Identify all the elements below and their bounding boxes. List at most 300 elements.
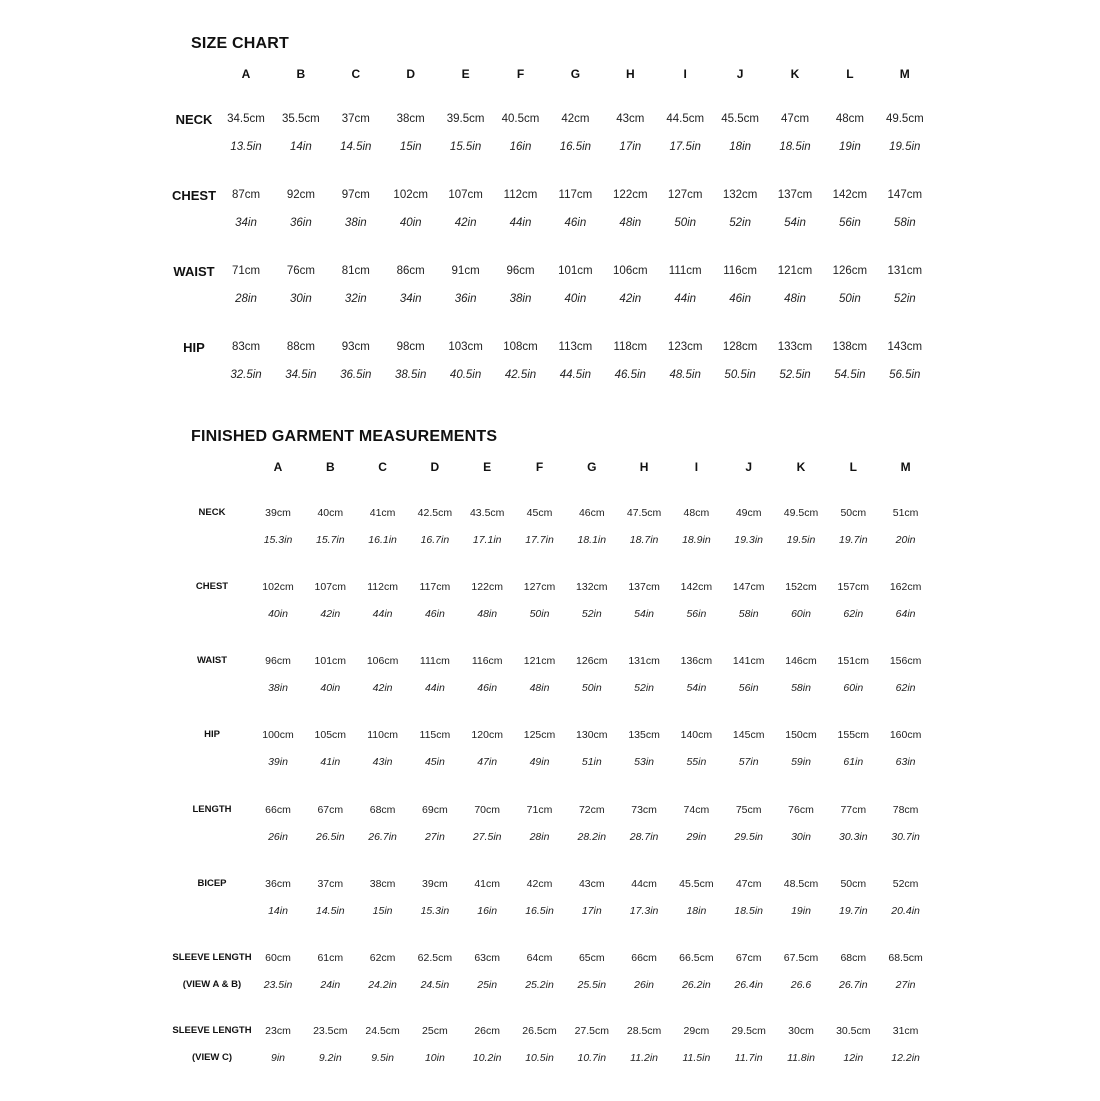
in-value: 54in — [634, 608, 655, 620]
in-value: 30in — [290, 293, 312, 305]
row-label: SLEEVE LENGTH — [172, 1025, 252, 1036]
cm-value: 39.5cm — [446, 113, 485, 125]
in-value: 15.3in — [263, 534, 293, 546]
cm-value: 105cm — [314, 729, 347, 741]
cm-value: 75cm — [735, 804, 762, 816]
cm-value: 111cm — [419, 655, 450, 667]
cm-value: 151cm — [837, 655, 870, 667]
cm-value: 44cm — [631, 878, 657, 890]
cm-value: 122cm — [613, 189, 648, 201]
cm-value: 127cm — [667, 189, 703, 201]
cm-value: 101cm — [558, 265, 593, 277]
cm-value: 123cm — [667, 341, 703, 353]
cm-value: 67cm — [317, 804, 344, 816]
in-value: 11.8in — [787, 1052, 815, 1064]
in-value: 54in — [686, 682, 707, 694]
cm-value: 117cm — [419, 581, 451, 593]
cm-value: 111cm — [668, 265, 702, 277]
in-value: 24.5in — [420, 979, 450, 991]
cm-value: 136cm — [680, 655, 713, 667]
in-value: 52in — [893, 293, 916, 305]
cm-value: 50cm — [840, 507, 867, 519]
in-value: 40in — [320, 682, 341, 694]
in-value: 55in — [686, 756, 707, 768]
in-value: 52in — [634, 682, 655, 694]
size-header: A — [273, 460, 283, 474]
in-value: 16in — [477, 905, 498, 917]
cm-value: 26.5cm — [522, 1025, 557, 1037]
in-value: 48in — [529, 682, 550, 694]
cm-value: 39cm — [422, 878, 448, 890]
size-header: B — [296, 67, 306, 81]
in-value: 11.7in — [734, 1052, 763, 1064]
cm-value: 39cm — [265, 507, 291, 519]
size-header: F — [516, 67, 525, 81]
cm-value: 162cm — [889, 581, 922, 593]
cm-value: 36cm — [265, 878, 291, 890]
cm-value: 143cm — [887, 341, 923, 353]
in-value: 16.1in — [368, 534, 397, 546]
cm-value: 98cm — [396, 341, 425, 353]
in-value: 29in — [686, 831, 707, 843]
in-value: 32.5in — [230, 369, 262, 381]
row-label: NECK — [175, 112, 213, 127]
cm-value: 64cm — [526, 952, 553, 964]
cm-value: 116cm — [471, 655, 503, 667]
size-header: M — [900, 460, 911, 474]
cm-value: 72cm — [578, 804, 605, 816]
cm-value: 49.5cm — [885, 113, 924, 125]
cm-value: 152cm — [785, 581, 817, 593]
cm-value: 47cm — [735, 878, 762, 890]
cm-value: 30.5cm — [836, 1025, 871, 1037]
in-value: 44in — [509, 217, 532, 229]
row-label: CHEST — [195, 581, 229, 592]
size-header: K — [790, 67, 800, 81]
cm-value: 122cm — [471, 581, 503, 593]
in-value: 58in — [738, 608, 759, 620]
in-value: 24.2in — [368, 979, 397, 991]
in-value: 10in — [424, 1052, 445, 1064]
cm-value: 96cm — [506, 265, 535, 277]
in-value: 17in — [619, 141, 642, 153]
in-value: 17.3in — [629, 905, 659, 917]
in-value: 44.5in — [559, 369, 592, 381]
cm-value: 146cm — [785, 655, 817, 667]
in-value: 57in — [738, 756, 759, 768]
in-value: 43in — [372, 756, 393, 768]
size-header: B — [325, 460, 335, 474]
in-value: 26.4in — [734, 979, 763, 991]
cm-value: 47cm — [780, 113, 810, 125]
in-value: 14in — [268, 905, 288, 917]
in-value: 58in — [893, 217, 916, 229]
cm-value: 133cm — [777, 341, 813, 353]
size-header: L — [849, 460, 857, 474]
size-header: J — [736, 67, 744, 81]
in-value: 62in — [895, 682, 916, 694]
in-value: 19.3in — [734, 534, 763, 546]
cm-value: 41cm — [369, 507, 396, 519]
cm-value: 132cm — [576, 581, 608, 593]
in-value: 18.9in — [682, 534, 711, 546]
row-label: HIP — [204, 729, 220, 740]
row-label: HIP — [183, 340, 205, 355]
in-value: 11.2in — [630, 1052, 659, 1064]
in-value: 46in — [424, 608, 445, 620]
in-value: 20in — [895, 534, 916, 546]
in-value: 39in — [268, 756, 288, 768]
cm-value: 106cm — [613, 265, 648, 277]
in-value: 56.5in — [889, 369, 921, 381]
row-sublabel: (VIEW A & B) — [182, 979, 242, 990]
in-value: 15in — [399, 141, 422, 153]
in-value: 17.5in — [669, 141, 701, 153]
cm-value: 65cm — [578, 952, 605, 964]
in-value: 19.5in — [889, 141, 921, 153]
in-value: 18.7in — [629, 534, 659, 546]
finished-garment-title: FINISHED GARMENT MEASUREMENTS — [191, 428, 498, 445]
cm-value: 138cm — [832, 341, 868, 353]
in-value: 52.5in — [779, 369, 811, 381]
in-value: 19.7in — [838, 905, 868, 917]
cm-value: 117cm — [558, 189, 593, 201]
cm-value: 115cm — [419, 729, 451, 741]
in-value: 34in — [235, 217, 257, 229]
in-value: 26in — [634, 979, 655, 991]
in-value: 50.5in — [724, 369, 756, 381]
cm-value: 113cm — [558, 341, 593, 353]
in-value: 26.7in — [368, 831, 397, 843]
in-value: 49in — [529, 756, 550, 768]
cm-value: 131cm — [887, 265, 923, 277]
cm-value: 40cm — [317, 507, 344, 519]
cm-value: 62cm — [369, 952, 396, 964]
cm-value: 48.5cm — [783, 878, 819, 890]
cm-value: 42cm — [526, 878, 553, 890]
in-value: 25in — [477, 979, 498, 991]
in-value: 40in — [564, 293, 587, 305]
in-value: 16.7in — [420, 534, 450, 546]
size-header: E — [483, 460, 492, 474]
in-value: 24in — [320, 979, 341, 991]
cm-value: 37cm — [317, 878, 344, 890]
in-value: 44in — [674, 293, 697, 305]
in-value: 42in — [619, 293, 642, 305]
cm-value: 156cm — [889, 655, 922, 667]
size-header: G — [587, 460, 597, 474]
in-value: 42.5in — [504, 369, 537, 381]
cm-value: 160cm — [889, 729, 922, 741]
in-value: 14in — [290, 141, 312, 153]
cm-value: 46cm — [578, 507, 605, 519]
in-value: 16.5in — [559, 141, 592, 153]
cm-value: 74cm — [683, 804, 710, 816]
in-value: 12.2in — [891, 1052, 920, 1064]
cm-value: 128cm — [722, 341, 758, 353]
cm-value: 49.5cm — [783, 507, 819, 519]
cm-value: 126cm — [576, 655, 608, 667]
in-value: 15.3in — [420, 905, 450, 917]
cm-value: 42.5cm — [417, 507, 453, 519]
cm-value: 27.5cm — [574, 1025, 610, 1037]
cm-value: 150cm — [785, 729, 817, 741]
cm-value: 47.5cm — [626, 507, 662, 519]
cm-value: 147cm — [887, 189, 923, 201]
in-value: 10.2in — [472, 1052, 502, 1064]
in-value: 53in — [634, 756, 655, 768]
cm-value: 103cm — [448, 341, 483, 353]
in-value: 16.5in — [525, 905, 554, 917]
in-value: 48.5in — [669, 369, 701, 381]
in-value: 26.2in — [682, 979, 711, 991]
cm-value: 121cm — [777, 265, 813, 277]
cm-value: 145cm — [732, 729, 765, 741]
size-header: A — [241, 67, 251, 81]
in-value: 38.5in — [395, 369, 427, 381]
size-header: C — [351, 67, 361, 81]
cm-value: 31cm — [892, 1025, 919, 1037]
in-value: 27in — [895, 979, 916, 991]
size-header: E — [461, 67, 470, 81]
cm-value: 43.5cm — [469, 507, 505, 519]
cm-value: 29.5cm — [731, 1025, 766, 1037]
in-value: 54in — [784, 217, 806, 229]
in-value: 51in — [581, 756, 602, 768]
cm-value: 29cm — [683, 1025, 710, 1037]
in-value: 17.1in — [472, 534, 502, 546]
cm-value: 61cm — [317, 952, 344, 964]
row-sublabel: (VIEW C) — [191, 1052, 233, 1063]
in-value: 46in — [564, 217, 587, 229]
cm-value: 92cm — [286, 189, 315, 201]
cm-value: 66cm — [631, 952, 657, 964]
cm-value: 71cm — [231, 265, 261, 277]
in-value: 46in — [477, 682, 498, 694]
cm-value: 73cm — [631, 804, 657, 816]
cm-value: 40.5cm — [501, 113, 540, 125]
cm-value: 100cm — [262, 729, 294, 741]
in-value: 9.5in — [371, 1052, 394, 1064]
in-value: 44in — [372, 608, 393, 620]
in-value: 58in — [791, 682, 811, 694]
cm-value: 63cm — [474, 952, 501, 964]
cm-value: 131cm — [628, 655, 660, 667]
in-value: 40in — [268, 608, 288, 620]
in-value: 10.7in — [577, 1052, 607, 1064]
cm-value: 96cm — [265, 655, 291, 667]
in-value: 18.1in — [577, 534, 607, 546]
cm-value: 60cm — [265, 952, 291, 964]
in-value: 56in — [839, 217, 861, 229]
in-value: 38in — [344, 217, 367, 229]
cm-value: 120cm — [471, 729, 503, 741]
cm-value: 68cm — [840, 952, 867, 964]
size-header: M — [899, 67, 910, 81]
cm-value: 26cm — [474, 1025, 501, 1037]
in-value: 38in — [268, 682, 288, 694]
size-header: H — [625, 67, 635, 81]
in-value: 26in — [268, 831, 288, 843]
cm-value: 132cm — [722, 189, 758, 201]
in-value: 14.5in — [315, 905, 345, 917]
size-header: I — [683, 67, 687, 81]
size-header: I — [694, 460, 699, 474]
in-value: 18.5in — [779, 141, 811, 153]
in-value: 19.7in — [838, 534, 868, 546]
in-value: 16in — [509, 141, 532, 153]
in-value: 46.5in — [614, 369, 646, 381]
cm-value: 67.5cm — [783, 952, 819, 964]
in-value: 19in — [791, 905, 811, 917]
in-value: 62in — [843, 608, 864, 620]
in-value: 50in — [839, 293, 861, 305]
cm-value: 101cm — [314, 655, 347, 667]
cm-value: 140cm — [680, 729, 713, 741]
in-value: 40in — [399, 217, 422, 229]
cm-value: 88cm — [286, 341, 315, 353]
row-label: WAIST — [173, 264, 215, 279]
in-value: 56in — [738, 682, 759, 694]
row-label: BICEP — [197, 878, 227, 889]
in-value: 36.5in — [340, 369, 372, 381]
in-value: 46in — [729, 293, 751, 305]
cm-value: 68.5cm — [888, 952, 923, 964]
in-value: 42in — [372, 682, 393, 694]
cm-value: 87cm — [231, 189, 261, 201]
size-chart-title: SIZE CHART — [191, 35, 289, 52]
row-label: SLEEVE LENGTH — [172, 952, 252, 963]
cm-value: 112cm — [503, 189, 538, 201]
row-label: LENGTH — [192, 804, 232, 815]
in-value: 28.2in — [577, 831, 607, 843]
cm-value: 49cm — [735, 507, 762, 519]
in-value: 64in — [895, 608, 916, 620]
row-label: CHEST — [171, 188, 217, 203]
in-value: 45in — [424, 756, 445, 768]
in-value: 25.2in — [525, 979, 554, 991]
in-value: 41in — [320, 756, 341, 768]
cm-value: 28.5cm — [626, 1025, 662, 1037]
cm-value: 69cm — [422, 804, 448, 816]
in-value: 30.3in — [838, 831, 868, 843]
in-value: 44in — [424, 682, 445, 694]
in-value: 48in — [784, 293, 806, 305]
cm-value: 67cm — [735, 952, 762, 964]
cm-value: 41cm — [474, 878, 501, 890]
cm-value: 127cm — [523, 581, 556, 593]
size-header: C — [378, 460, 387, 474]
in-value: 34.5in — [285, 369, 317, 381]
cm-value: 91cm — [451, 265, 480, 277]
cm-value: 135cm — [628, 729, 660, 741]
cm-value: 24.5cm — [365, 1025, 400, 1037]
cm-value: 118cm — [613, 341, 648, 353]
cm-value: 102cm — [393, 189, 428, 201]
cm-value: 42cm — [561, 113, 590, 125]
cm-value: 66cm — [265, 804, 291, 816]
in-value: 50in — [581, 682, 602, 694]
in-value: 36in — [290, 217, 312, 229]
cm-value: 107cm — [448, 189, 483, 201]
cm-value: 38cm — [369, 878, 396, 890]
cm-value: 51cm — [892, 507, 919, 519]
cm-value: 137cm — [628, 581, 660, 593]
size-header: F — [535, 460, 544, 474]
in-value: 9.2in — [318, 1052, 342, 1064]
in-value: 27.5in — [472, 831, 502, 843]
cm-value: 45.5cm — [679, 878, 714, 890]
in-value: 32in — [344, 293, 367, 305]
size-header: D — [430, 460, 440, 474]
in-value: 19.5in — [786, 534, 816, 546]
in-value: 61in — [843, 756, 864, 768]
in-value: 14.5in — [340, 141, 372, 153]
in-value: 10.5in — [525, 1052, 554, 1064]
cm-value: 141cm — [732, 655, 765, 667]
cm-value: 137cm — [777, 189, 813, 201]
cm-value: 112cm — [367, 581, 398, 593]
cm-value: 34.5cm — [227, 113, 265, 125]
in-value: 38in — [509, 293, 532, 305]
cm-value: 106cm — [366, 655, 399, 667]
in-value: 15.7in — [315, 534, 345, 546]
cm-value: 155cm — [837, 729, 870, 741]
cm-value: 25cm — [422, 1025, 448, 1037]
cm-value: 71cm — [526, 804, 553, 816]
cm-value: 147cm — [732, 581, 765, 593]
size-header: G — [570, 67, 581, 81]
in-value: 28in — [529, 831, 550, 843]
in-value: 18.5in — [734, 905, 763, 917]
in-value: 60in — [843, 682, 864, 694]
cm-value: 43cm — [616, 113, 645, 125]
cm-value: 107cm — [314, 581, 347, 593]
cm-value: 50cm — [840, 878, 867, 890]
in-value: 50in — [529, 608, 550, 620]
cm-value: 110cm — [367, 729, 398, 741]
in-value: 52in — [729, 217, 751, 229]
row-label: WAIST — [196, 655, 228, 666]
in-value: 23.5in — [263, 979, 293, 991]
in-value: 36in — [454, 293, 477, 305]
in-value: 54.5in — [834, 369, 866, 381]
cm-value: 70cm — [474, 804, 501, 816]
in-value: 27in — [424, 831, 445, 843]
cm-value: 83cm — [231, 341, 261, 353]
in-value: 52in — [581, 608, 602, 620]
cm-value: 52cm — [892, 878, 919, 890]
cm-value: 78cm — [892, 804, 919, 816]
in-value: 60in — [791, 608, 811, 620]
in-value: 42in — [454, 217, 477, 229]
size-header: H — [639, 460, 649, 474]
cm-value: 35.5cm — [282, 113, 320, 125]
size-header: K — [796, 460, 806, 474]
in-value: 20.4in — [891, 905, 920, 917]
in-value: 29.5in — [734, 831, 763, 843]
in-value: 42in — [320, 608, 341, 620]
row-label: NECK — [198, 507, 226, 518]
in-value: 28.7in — [629, 831, 659, 843]
cm-value: 76cm — [788, 804, 814, 816]
cm-value: 38cm — [396, 113, 425, 125]
in-value: 47in — [477, 756, 498, 768]
cm-value: 81cm — [341, 265, 370, 277]
cm-value: 43cm — [578, 878, 605, 890]
in-value: 56in — [686, 608, 707, 620]
cm-value: 66.5cm — [679, 952, 714, 964]
